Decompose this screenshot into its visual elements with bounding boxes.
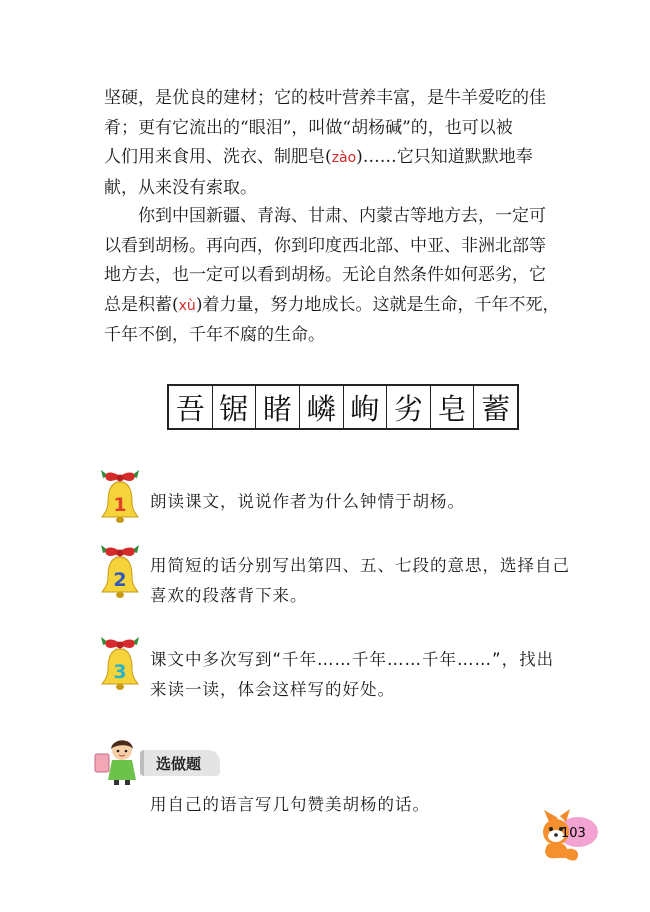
new-character: 锯 [213,386,257,428]
new-character: 劣 [387,386,431,428]
text-line: 千年不倒，千年不腐的生命。 [104,325,325,345]
bell-icon [97,468,143,528]
question-number: 1 [113,494,127,516]
pinyin-annotation: zào [331,150,357,166]
question-line: 朗读课文，说说作者为什么钟情于胡杨。 [150,492,465,511]
girl-reading-icon [94,736,146,786]
text-line: 总是积蓄(xù)着力量，努力地成长。这就是生命，千年不死， [104,294,560,315]
question-line: 来读一读，体会这样写的好处。 [150,680,395,699]
question-line: 用简短的话分别写出第四、五、七段的意思，选择自己 [150,556,570,575]
text-line: 肴；更有它流出的“眼泪”，叫做“胡杨碱”的，也可以被 [104,117,513,138]
text-line: 人们用来食用、洗衣、制肥皂(zào)……它只知道默默地奉 [104,147,533,167]
new-character: 吾 [169,386,213,428]
question-line: 课文中多次写到“千年……千年……千年……”，找出 [150,650,555,669]
text-line: 献，从来没有索取。 [104,177,257,198]
question-line: 喜欢的段落背下来。 [150,586,308,605]
page-number: 103 [561,826,586,841]
question-1-text [150,487,590,517]
bell-icon [97,635,143,695]
passage-paragraph-1 [104,84,582,203]
optional-task-text [150,790,590,820]
optional-task-label: 选做题 [140,750,220,776]
text-line: 以看到胡杨。再向西，你到印度西北部、中亚、非洲北部等 [104,235,546,256]
question-number: 3 [113,661,127,683]
new-character: 皂 [431,386,475,428]
text-line: 地方去，也一定可以看到胡杨。无论自然条件如何恶劣，它 [104,265,546,285]
question-3-text [150,645,590,705]
new-character: 睹 [256,386,300,428]
passage-paragraph-2 [104,202,582,351]
text-line: 坚硬，是优良的建材；它的枝叶营养丰富，是牛羊爱吃的佳 [104,88,546,108]
pinyin-annotation: xù [178,297,196,314]
text-line: 你到中国新疆、青海、甘肃、内蒙古等地方去，一定可 [104,206,546,226]
new-character: 峋 [344,386,388,428]
question-2-text [150,551,590,611]
new-characters-box [167,384,519,430]
bell-icon [97,543,143,603]
new-character: 蓄 [481,391,511,426]
new-character: 嶙 [300,386,344,428]
question-number: 2 [113,569,127,591]
question-line: 用自己的语言写几句赞美胡杨的话。 [150,795,430,814]
